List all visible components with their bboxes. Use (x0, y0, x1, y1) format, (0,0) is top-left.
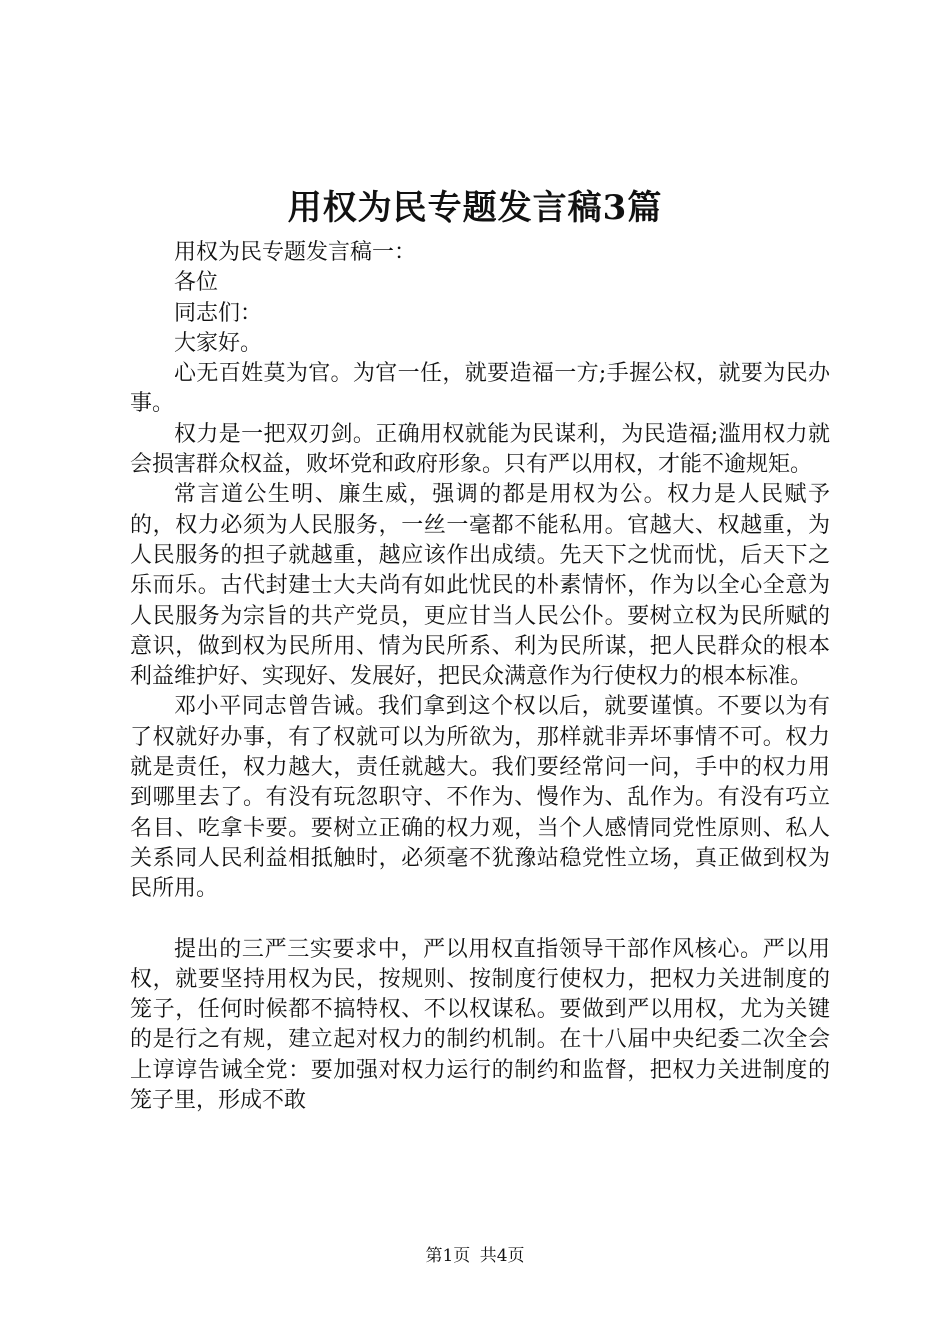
document-title: 用权为民专题发言稿3篇 (287, 188, 663, 228)
paragraph: 常言道公生明、廉生威，强调的都是用权为公。权力是人民赋予的，权力必须为人民服务，一丝一毫都不能私用。官越大、权越重，为人民服务的担子就越重，越应该作出成绩。先天下之忧而忧，后天下之乐而乐。古代封建士大夫尚有如此忧民的朴素情怀，作为以全心全意为人民服务为宗旨的共产党员，更应甘当人民公仆。要树立权为民所赋的意识，做到权为民所用、情为民所系、利为民所谋，把人民群众的根本利益维护好、实现好、发展好，把民众满意作为行使权力的根本标准。 (130, 482, 830, 690)
paragraph: 同志们： (174, 300, 263, 326)
paragraph: 心无百姓莫为官。为官一任，就要造福一方;手握公权，就要为民办事。 (130, 361, 830, 417)
paragraph: 用权为民专题发言稿一： (174, 240, 417, 265)
paragraph: 大家好。 (174, 330, 263, 356)
document-body (130, 238, 830, 1116)
paragraph: 邓小平同志曾告诫。我们拿到这个权以后，就要谨慎。不要以为有了权就好办事，有了权就可以为所欲为，那样就非弄坏事情不可。权力就是责任，权力越大，责任就越大。我们要经常问一问，手中的权力用到哪里去了。有没有玩忽职守、不作为、慢作为、乱作为。有没有巧立名目、吃拿卡要。要树立正确的权力观，当个人感情同党性原则、私人关系同人民利益相抵触时，必须毫不犹豫站稳党性立场，真正做到权为民所用。 (130, 694, 830, 902)
paragraph: 权力是一把双刃剑。正确用权就能为民谋利，为民造福;滥用权力就会损害群众权益，败坏党和政府形象。只有严以用权，才能不逾规矩。 (130, 421, 830, 478)
page-number: 第1页 共4页 (425, 1246, 525, 1266)
paragraph: 提出的三严三实要求中，严以用权直指领导干部作风核心。严以用权，就要坚持用权为民，按规则、按制度行使权力，把权力关进制度的笼子，任何时候都不搞特权、不以权谋私。要做到严以用权，尤为关键的是行之有规，建立起对权力的制约机制。在十八届中央纪委二次全会上谆谆告诫全党：要加强对权力运行的制约和监督，把权力关进制度的笼子里，形成不敢 (130, 936, 830, 1114)
paragraph: 各位 (174, 270, 219, 296)
